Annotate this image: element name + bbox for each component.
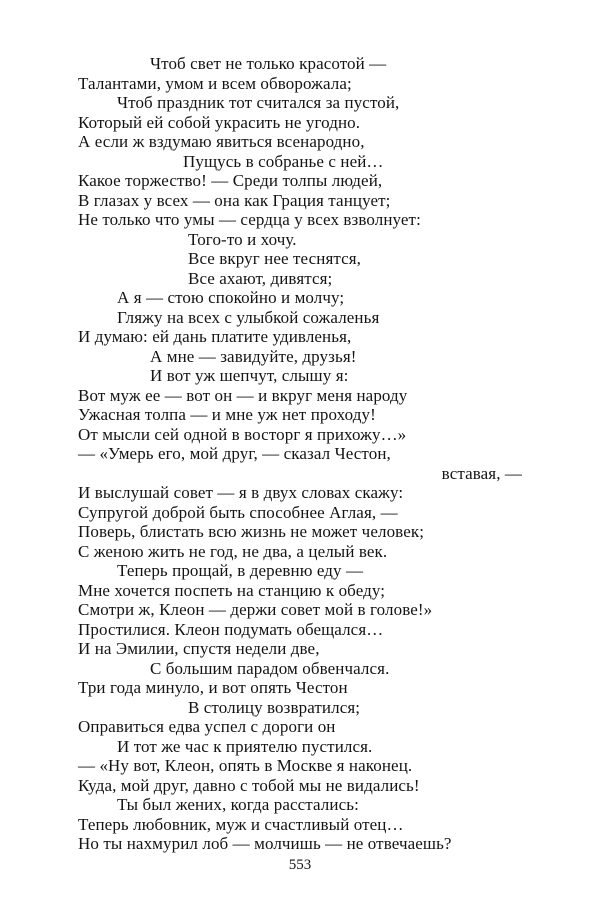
poem-line-text: Теперь любовник, муж и счастливый отец… (78, 814, 404, 834)
poem-line-text: И думаю: ей дань платите удивленья, (78, 327, 352, 346)
poem-line-text: С женою жить не год, не два, а целый век. (78, 541, 388, 561)
poem-line-text: А я — стою спокойно и молчу; (117, 288, 345, 307)
poem-line-text: И вот уж шепчут, слышу я: (150, 366, 349, 385)
poem-line (0, 269, 600, 289)
poem-line (0, 327, 600, 347)
poem-line-text: Смотри ж, Клеон — держи совет мой в голове!» (78, 600, 433, 619)
poem-line (0, 698, 600, 718)
poem-line (0, 464, 600, 484)
poem-line-text: Чтоб свет не только красотой — (150, 54, 387, 73)
poem-line (0, 230, 600, 250)
poem-line (0, 405, 600, 425)
poem-line-text: Но ты нахмурил лоб — молчишь — не отвечаешь? (78, 834, 452, 853)
poem-line-text: Поверь, блистать всю жизнь не может человек; (78, 522, 425, 541)
poem-line-text: Супругой доброй быть способнее Аглая, — (78, 502, 398, 522)
poem-line-text: И на Эмилии, спустя недели две, (78, 639, 320, 658)
poem-line (0, 834, 600, 854)
poem-line (0, 659, 600, 679)
poem-line-text: И тот же час к приятелю пустился. (117, 736, 373, 756)
poem-line (0, 717, 600, 737)
poem-line-text: — «Ну вот, Клеон, опять в Москве я наконец. (78, 756, 413, 775)
poem-line (0, 522, 600, 542)
poem-line (0, 425, 600, 445)
poem-line (0, 74, 600, 94)
poem-line (0, 581, 600, 601)
poem-line-text: Талантами, умом и всем обворожала; (78, 73, 352, 93)
poem-line (0, 542, 600, 562)
poem-line (0, 152, 600, 172)
poem-line (0, 600, 600, 620)
poem-line-text: Чтоб праздник тот считался за пустой, (117, 93, 400, 112)
poem-line-text: Теперь прощай, в деревню еду — (117, 561, 364, 580)
poem-line-text: С большим парадом обвенчался. (150, 658, 390, 678)
poem-line-text: Который ей собой украсить не угодно. (78, 112, 361, 132)
poem-line (0, 288, 600, 308)
poem-line (0, 132, 600, 152)
poem-line (0, 678, 600, 698)
poem-line (0, 483, 600, 503)
poem-line (0, 191, 600, 211)
poem-line (0, 815, 600, 835)
poem-text (0, 54, 600, 854)
poem-line (0, 210, 600, 230)
poem-line (0, 620, 600, 640)
poem-line-text: Куда, мой друг, давно с тобой мы не видались! (78, 775, 420, 795)
poem-line-text: В глазах у всех — она как Грация танцует; (78, 190, 391, 210)
poem-line-text: Пущусь в собранье с ней… (183, 151, 384, 171)
poem-line (0, 639, 600, 659)
poem-line-text: В столицу возвратился; (188, 697, 361, 717)
poem-line (0, 795, 600, 815)
poem-line-text: Ужасная толпа — и мне уж нет проходу! (78, 405, 376, 424)
poem-line (0, 444, 600, 464)
poem-line-text: От мысли сей одной в восторг я прихожу…» (78, 424, 407, 444)
poem-line (0, 561, 600, 581)
poem-line (0, 171, 600, 191)
poem-line-text: Все вкруг нее теснятся, (188, 249, 362, 268)
poem-line-text: — «Умерь его, мой друг, — сказал Честон, (78, 444, 391, 463)
poem-line (0, 366, 600, 386)
poem-line-text: Того-то и хочу. (188, 229, 297, 249)
poem-line-text: вставая, — (441, 463, 522, 483)
poem-line-text: Не только что умы — сердца у всех взволнует: (78, 210, 421, 229)
poem-line (0, 113, 600, 133)
poem-line (0, 756, 600, 776)
poem-line-text: А мне — завидуйте, друзья! (150, 346, 357, 366)
poem-line (0, 347, 600, 367)
poem-line-text: А если ж вздумаю явиться всенародно, (78, 132, 365, 151)
poem-line-text: Все ахают, дивятся; (188, 268, 333, 288)
poem-line-text: Простилися. Клеон подумать обещался… (78, 619, 384, 639)
poem-line (0, 776, 600, 796)
poem-line (0, 93, 600, 113)
poem-line-text: Гляжу на всех с улыбкой сожаленья (117, 307, 380, 327)
poem-line-text: Какое торжество! — Среди толпы людей, (78, 171, 383, 190)
poem-line (0, 249, 600, 269)
poem-line (0, 54, 600, 74)
poem-line (0, 503, 600, 523)
poem-line-text: Ты был жених, когда расстались: (117, 795, 359, 814)
poem-line (0, 308, 600, 328)
poem-line (0, 737, 600, 757)
poem-line-text: Вот муж ее — вот он — и вкруг меня народу (78, 385, 408, 405)
poem-line-text: Оправиться едва успел с дороги он (78, 717, 336, 736)
poem-line-text: Три года минуло, и вот опять Честон (78, 678, 348, 697)
poem-line-text: И выслушай совет — я в двух словах скажу: (78, 483, 404, 502)
page-number: 553 (288, 857, 312, 873)
poem-line (0, 386, 600, 406)
poem-line-text: Мне хочется поспеть на станцию к обеду; (78, 580, 386, 600)
